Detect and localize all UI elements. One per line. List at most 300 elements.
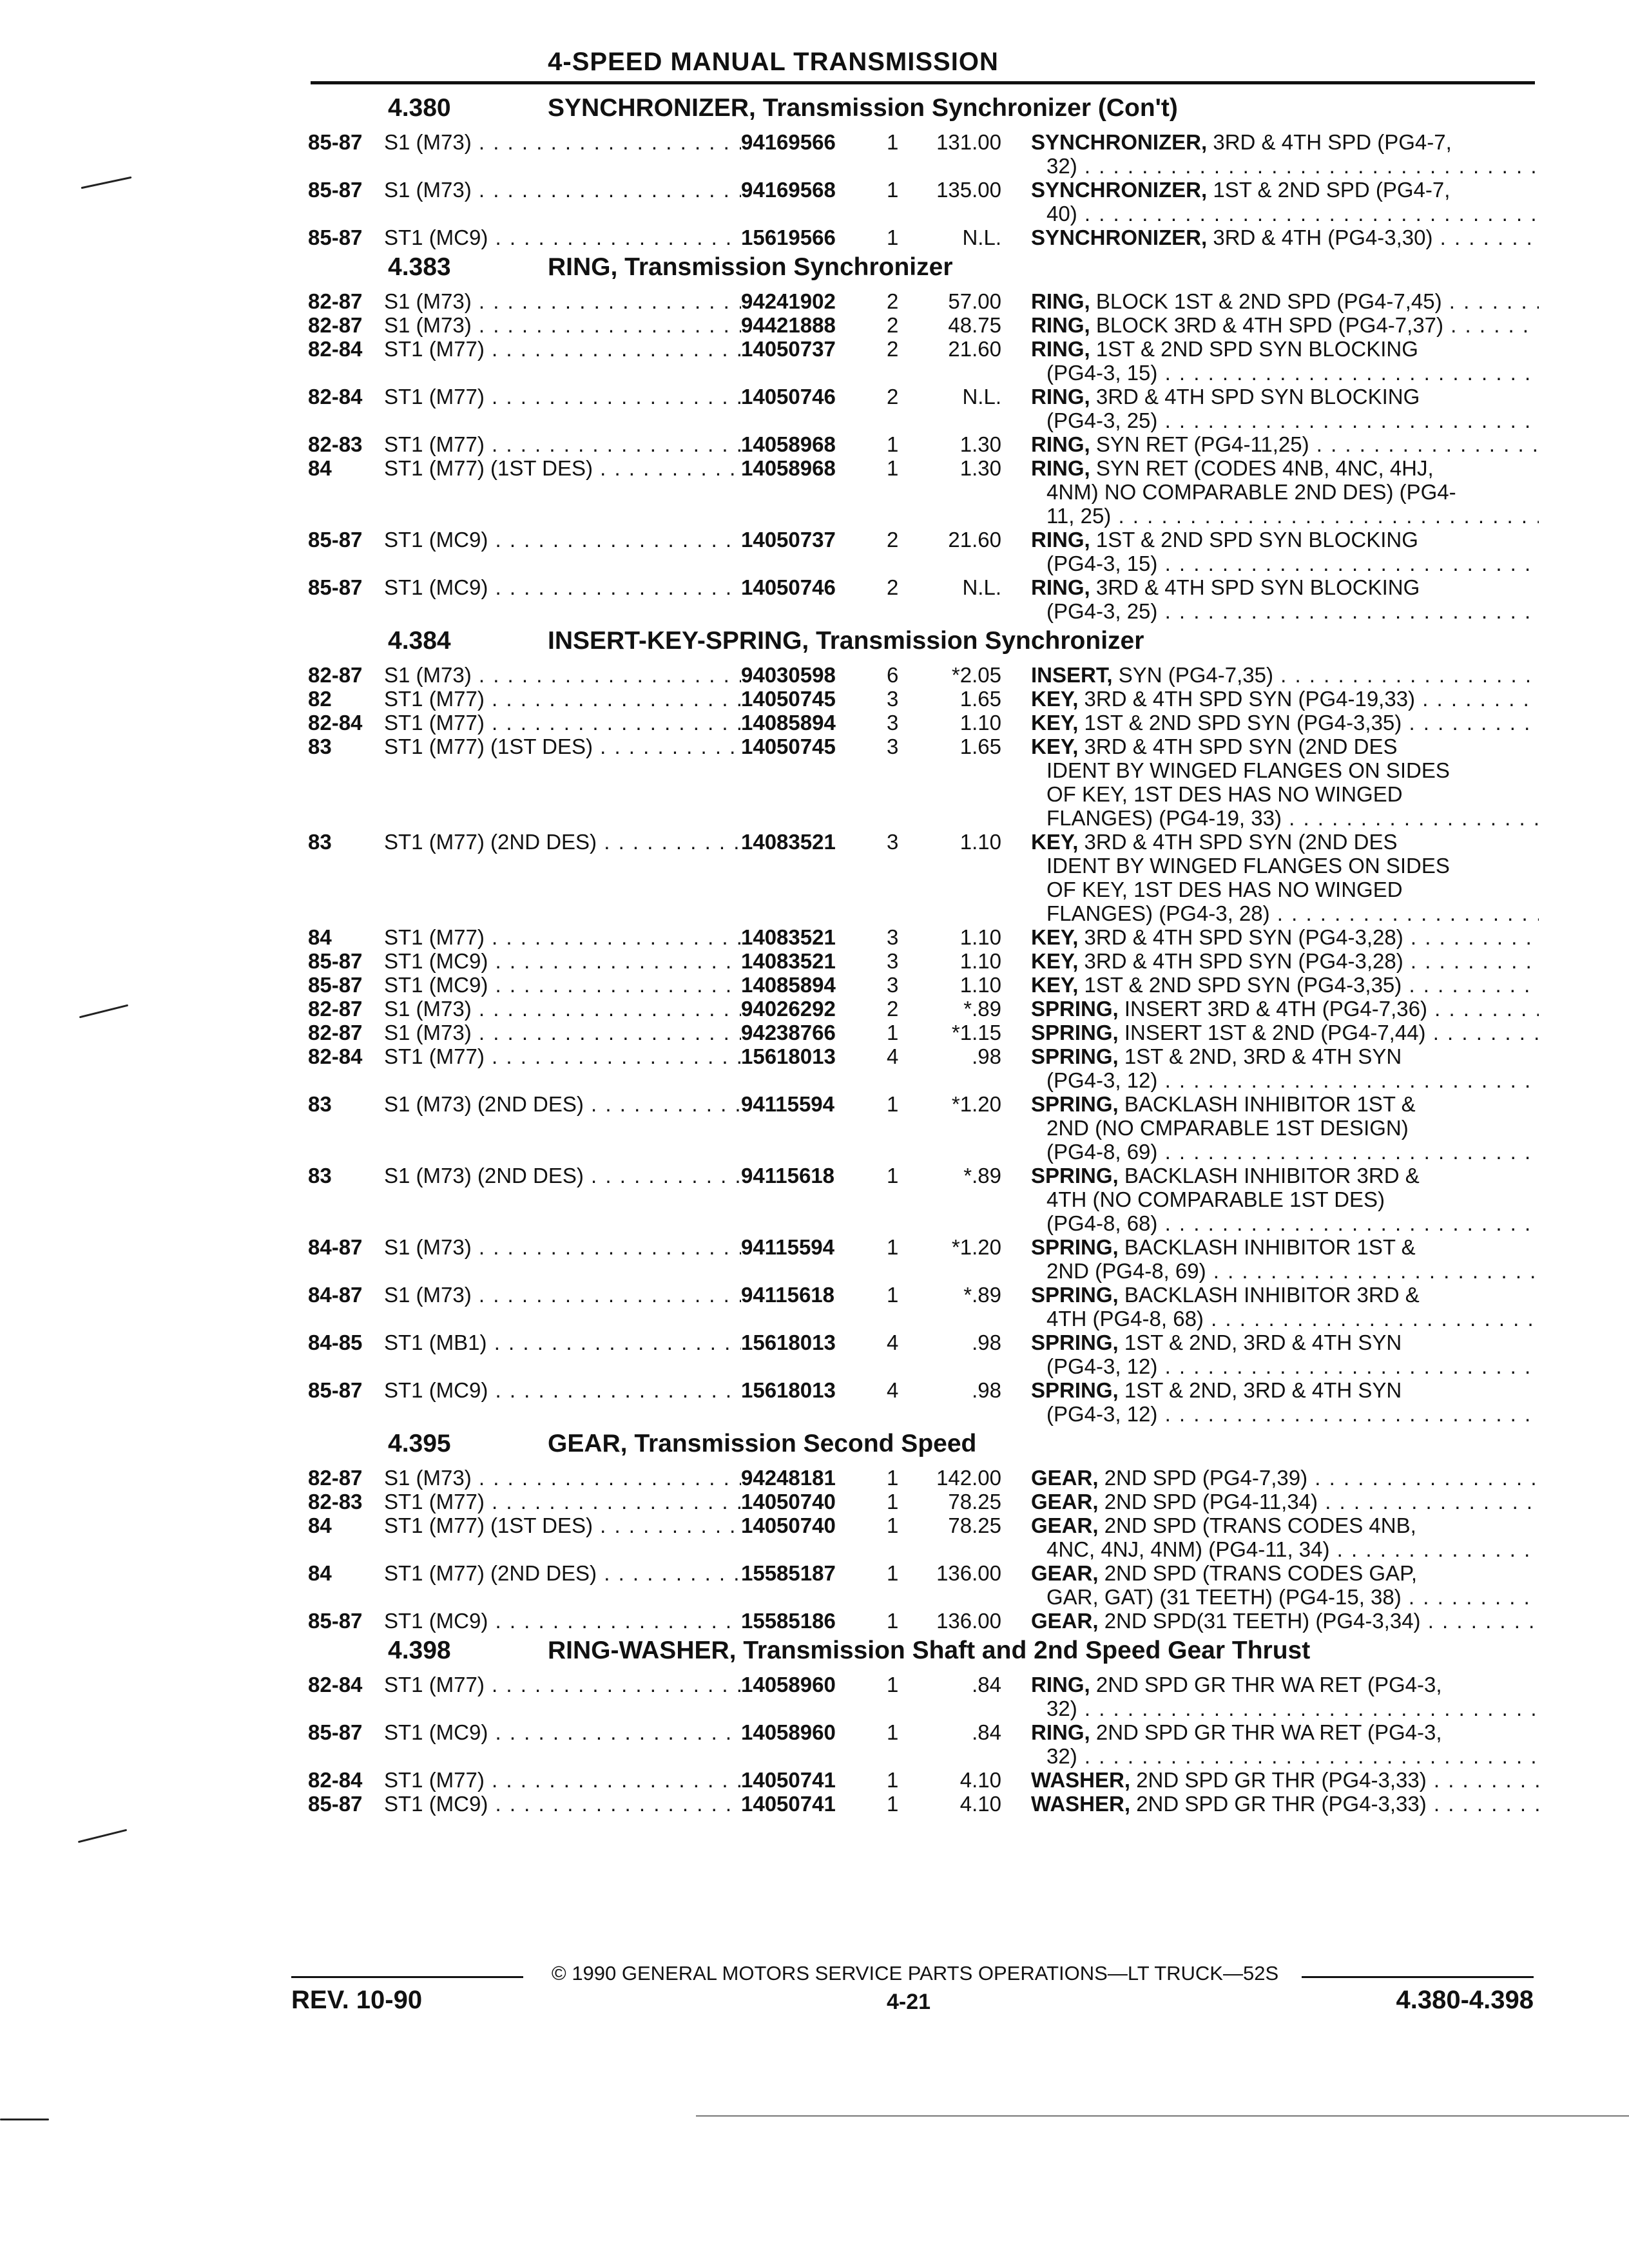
part-number: 15585187 [741,1561,836,1585]
page-title: 4-SPEED MANUAL TRANSMISSION [548,48,999,76]
part-number: 14050737 [741,337,836,361]
description [1031,687,1539,711]
binder-hole-mark [79,1004,128,1019]
part-number: 14085894 [741,973,836,997]
part-number: 14050745 [741,687,836,711]
description-line [1031,313,1539,337]
quantity: 1 [887,1514,899,1537]
quantity: 1 [887,456,899,480]
price: 131.00 [936,130,1001,154]
part-number: 94169568 [741,178,836,202]
part-number: 14050740 [741,1514,836,1537]
description-text: 3RD & 4TH SPD SYN BLOCKING [1095,385,1420,408]
description [1031,528,1539,575]
model-code [384,130,741,154]
quantity: 1 [887,1283,899,1307]
part-name: GEAR, [1031,1466,1099,1490]
description [1031,925,1539,949]
description-line [1031,408,1539,432]
description-line [1031,1744,1539,1768]
description-text: (PG4-3, 25) [1046,408,1158,432]
part-name: RING, [1031,456,1090,480]
model-code-text: ST1 (M77) [384,385,485,408]
description-text: 2ND SPD GR THR (PG4-3,33) [1136,1768,1427,1792]
model-code-text: ST1 (M77) (2ND DES) [384,830,597,854]
description-line [1031,854,1539,878]
part-row [308,1092,1539,1164]
model-code [384,830,741,854]
description-line [1031,1792,1539,1816]
section-title: RING-WASHER, Transmission Shaft and 2nd Speed Gear Thrust [548,1637,1311,1664]
quantity: 4 [887,1378,899,1402]
description-text: (PG4-3, 12) [1046,1068,1158,1092]
model-code [384,1792,741,1816]
description-line [1031,997,1539,1021]
part-name: SPRING, [1031,1021,1119,1044]
part-name: RING, [1031,1720,1090,1744]
part-number: 15618013 [741,1044,836,1068]
quantity: 1 [887,178,899,202]
quantity: 4 [887,1044,899,1068]
description [1031,830,1539,925]
description [1031,735,1539,830]
quantity: 1 [887,1792,899,1816]
price: 1.10 [959,973,1001,997]
part-name: RING, [1031,528,1090,552]
description-text: 1ST & 2ND SPD SYN BLOCKING [1095,528,1418,552]
scan-edge-line [696,2115,1629,2117]
part-row [308,830,1539,925]
section-number: 4.395 [388,1430,451,1457]
description [1031,289,1539,313]
model-code [384,973,741,997]
part-number: 14058960 [741,1720,836,1744]
description-line [1031,178,1539,202]
description-line [1031,226,1539,249]
part-row [308,1021,1539,1044]
model-code [384,1044,741,1068]
section-title: GEAR, Transmission Second Speed [548,1430,977,1457]
description [1031,130,1539,178]
description-text: SYN RET (PG4-11,25) [1095,432,1309,456]
model-code-text: S1 (M73) [384,1283,472,1307]
part-number: 94115594 [741,1092,835,1116]
section-number: 4.383 [388,253,451,281]
model-years: 85-87 [308,226,363,249]
model-code-text: ST1 (MB1) [384,1331,487,1354]
model-code-text: ST1 (MC9) [384,1792,488,1816]
part-number: 15618013 [741,1331,836,1354]
price: .98 [972,1378,1001,1402]
model-years: 85-87 [308,130,363,154]
description-line [1031,830,1539,854]
description-text: GAR, GAT) (31 TEETH) (PG4-15, 38) [1046,1585,1402,1609]
part-number: 14050746 [741,385,836,408]
footer-copyright: © 1990 GENERAL MOTORS SERVICE PARTS OPERATIONS—LT TRUCK—52S [551,1962,1279,1984]
description-text: BACKLASH INHIBITOR 3RD & [1124,1164,1420,1187]
description [1031,1561,1539,1609]
part-name: RING, [1031,385,1090,408]
quantity: 1 [887,1768,899,1792]
part-row [308,1768,1539,1792]
part-name: SPRING, [1031,997,1119,1021]
description-text: 3RD & 4TH SPD (PG4-7, [1213,130,1452,154]
description-line [1031,1673,1539,1696]
part-name: RING, [1031,432,1090,456]
model-code-text: S1 (M73) [384,130,472,154]
section-heading [308,249,1539,289]
description-text: 4NM) NO COMPARABLE 2ND DES) (PG4- [1046,480,1456,504]
model-code [384,1021,741,1044]
model-code-text: ST1 (MC9) [384,575,488,599]
description-text: (PG4-8, 68) [1046,1211,1158,1235]
description-text: 3RD & 4TH (PG4-3,30) [1213,226,1433,249]
part-number: 14083521 [741,830,836,854]
model-code [384,1092,741,1116]
part-row [308,385,1539,432]
model-code-text: S1 (M73) [384,313,472,337]
model-code-text: ST1 (M77) (1ST DES) [384,456,593,480]
model-code [384,1283,741,1307]
description-line [1031,456,1539,480]
description [1031,663,1539,687]
description [1031,1609,1539,1633]
description-line [1031,1585,1539,1609]
description-line [1031,1164,1539,1187]
model-years: 85-87 [308,973,363,997]
quantity: 2 [887,528,899,552]
model-code [384,1720,741,1744]
section-title: RING, Transmission Synchronizer [548,253,953,281]
model-code [384,735,741,758]
description [1031,337,1539,385]
description-text: 2ND SPD GR THR WA RET (PG4-3, [1095,1720,1442,1744]
model-code-text: ST1 (MC9) [384,1609,488,1633]
price: 78.25 [948,1514,1001,1537]
model-years: 84-85 [308,1331,363,1354]
description-text: 4TH (PG4-8, 68) [1046,1307,1204,1331]
description-text: BACKLASH INHIBITOR 3RD & [1124,1283,1420,1307]
price: 1.65 [959,687,1001,711]
price: 57.00 [948,289,1001,313]
description-text: 3RD & 4TH SPD SYN (2ND DES [1084,735,1398,758]
description-text: IDENT BY WINGED FLANGES ON SIDES [1046,854,1450,878]
model-code-text: ST1 (M77) [384,1490,485,1514]
description-text: 32) [1046,1744,1077,1768]
quantity: 1 [887,432,899,456]
description-text: SYN RET (CODES 4NB, 4NC, 4HJ, [1095,456,1434,480]
description-line [1031,687,1539,711]
section-title: INSERT-KEY-SPRING, Transmission Synchronizer [548,627,1144,655]
model-code-text: ST1 (M77) (1ST DES) [384,1514,593,1537]
quantity: 4 [887,1331,899,1354]
part-row [308,1283,1539,1331]
description-line [1031,949,1539,973]
part-row [308,1235,1539,1283]
part-row [308,1673,1539,1720]
quantity: 3 [887,735,899,758]
description [1031,178,1539,226]
model-code [384,1235,741,1259]
model-code-text: S1 (M73) [384,1235,472,1259]
description [1031,1283,1539,1331]
description [1031,1164,1539,1235]
part-name: SYNCHRONIZER, [1031,226,1208,249]
part-name: RING, [1031,337,1090,361]
description-text: 11, 25) [1046,504,1112,528]
description-line [1031,575,1539,599]
part-row [308,1609,1539,1633]
description-line [1031,528,1539,552]
price: .84 [972,1720,1001,1744]
description-line [1031,711,1539,735]
description-text: 3RD & 4TH SPD SYN (PG4-3,28) [1084,949,1403,973]
quantity: 2 [887,289,899,313]
model-code-text: ST1 (MC9) [384,1378,488,1402]
quantity: 1 [887,1092,899,1116]
description-line [1031,1140,1539,1164]
model-code-text: ST1 (MC9) [384,226,488,249]
model-code [384,1466,741,1490]
binder-hole-mark [78,1829,127,1843]
description-text: 2ND SPD (TRANS CODES GAP, [1104,1561,1418,1585]
section-heading [308,623,1539,663]
part-row [308,1331,1539,1378]
description-text: (PG4-3, 15) [1046,552,1158,575]
part-row [308,575,1539,623]
description-text: 1ST & 2ND SPD (PG4-7, [1213,178,1451,202]
description-line [1031,1259,1539,1283]
price: *.89 [963,1283,1001,1307]
model-code [384,1331,741,1354]
quantity: 2 [887,385,899,408]
price: 1.65 [959,735,1001,758]
model-years: 82-87 [308,663,363,687]
model-years: 85-87 [308,1792,363,1816]
price: 1.10 [959,830,1001,854]
footer-page-number: 4-21 [886,1990,931,2014]
quantity: 3 [887,687,899,711]
price: 78.25 [948,1490,1001,1514]
description [1031,1331,1539,1378]
model-years: 85-87 [308,1720,363,1744]
description-text: 4NC, 4NJ, 4NM) (PG4-11, 34) [1046,1537,1330,1561]
part-number: 94421888 [741,313,836,337]
price: *1.20 [951,1092,1001,1116]
footer-rule-left [291,1976,523,1978]
model-code [384,289,741,313]
description-text: IDENT BY WINGED FLANGES ON SIDES [1046,758,1450,782]
quantity: 1 [887,1021,899,1044]
part-row [308,1466,1539,1490]
quantity: 1 [887,1490,899,1514]
part-row [308,289,1539,313]
model-code [384,687,741,711]
model-years: 82-84 [308,1673,363,1696]
part-row [308,226,1539,249]
description-line [1031,1044,1539,1068]
part-number: 94030598 [741,663,836,687]
model-code [384,1673,741,1696]
description-line [1031,758,1539,782]
part-name: RING, [1031,289,1090,313]
part-name: SPRING, [1031,1378,1119,1402]
model-years: 82-87 [308,1021,363,1044]
model-code-text: ST1 (M77) (1ST DES) [384,735,593,758]
part-row [308,432,1539,456]
part-number: 94115618 [741,1164,835,1187]
price: *.89 [963,997,1001,1021]
model-years: 83 [308,830,332,854]
part-row [308,735,1539,830]
part-number: 94115618 [741,1283,835,1307]
price: 1.10 [959,711,1001,735]
price: 1.30 [959,432,1001,456]
part-row [308,1514,1539,1561]
model-code [384,1164,741,1187]
model-years: 83 [308,735,332,758]
quantity: 1 [887,1164,899,1187]
quantity: 3 [887,973,899,997]
price: 1.10 [959,925,1001,949]
model-code-text: S1 (M73) [384,1466,472,1490]
part-row [308,711,1539,735]
part-row [308,1044,1539,1092]
part-number: 14050745 [741,735,836,758]
model-code-text: S1 (M73) [384,663,472,687]
model-years: 84 [308,456,332,480]
quantity: 3 [887,949,899,973]
price: 48.75 [948,313,1001,337]
section-heading [308,1426,1539,1466]
model-code [384,226,741,249]
description-text: INSERT 1ST & 2ND (PG4-7,44) [1124,1021,1426,1044]
description [1031,1021,1539,1044]
model-code-text: ST1 (MC9) [384,528,488,552]
description-text: BACKLASH INHIBITOR 1ST & [1124,1092,1416,1116]
price: 21.60 [948,528,1001,552]
description [1031,1514,1539,1561]
description [1031,1466,1539,1490]
part-row [308,997,1539,1021]
quantity: 3 [887,830,899,854]
model-years: 83 [308,1092,332,1116]
description-line [1031,504,1539,528]
model-years: 82-84 [308,385,363,408]
section [308,1633,1539,1816]
model-years: 82-84 [308,1044,363,1068]
part-number: 14050737 [741,528,836,552]
description-line [1031,1331,1539,1354]
description-line [1031,1307,1539,1331]
description-text: 2ND SPD GR THR (PG4-3,33) [1136,1792,1427,1816]
description-line [1031,1092,1539,1116]
description-text: BLOCK 3RD & 4TH SPD (PG4-7,37) [1095,313,1444,337]
quantity: 2 [887,337,899,361]
part-name: SPRING, [1031,1283,1119,1307]
part-row [308,1561,1539,1609]
part-name: KEY, [1031,925,1079,949]
part-name: KEY, [1031,830,1079,854]
model-years: 85-87 [308,178,363,202]
part-name: INSERT, [1031,663,1113,687]
description [1031,1720,1539,1768]
description-line [1031,1609,1539,1633]
description-line [1031,1235,1539,1259]
model-code [384,1490,741,1514]
part-row [308,1378,1539,1426]
binder-hole-mark [0,2119,49,2120]
quantity: 1 [887,226,899,249]
description-text: 3RD & 4TH SPD SYN BLOCKING [1095,575,1420,599]
parts-listing [308,90,1539,1816]
part-row [308,313,1539,337]
model-code [384,528,741,552]
quantity: 1 [887,1609,899,1633]
section-number: 4.380 [388,94,451,122]
part-row [308,1164,1539,1235]
part-number: 94115594 [741,1235,835,1259]
model-code-text: ST1 (M77) [384,925,485,949]
description-text: OF KEY, 1ST DES HAS NO WINGED [1046,782,1403,806]
part-name: SPRING, [1031,1235,1119,1259]
price: *1.20 [951,1235,1001,1259]
section [308,249,1539,623]
part-row [308,456,1539,528]
description [1031,226,1539,249]
description [1031,1044,1539,1092]
description-text: (PG4-3, 12) [1046,1354,1158,1378]
quantity: 1 [887,1673,899,1696]
model-code [384,575,741,599]
part-number: 14058968 [741,432,836,456]
model-years: 82-83 [308,1490,363,1514]
model-code [384,313,741,337]
price: 21.60 [948,337,1001,361]
part-name: SPRING, [1031,1092,1119,1116]
description-text: 2ND (PG4-8, 69) [1046,1259,1206,1283]
part-number: 94241902 [741,289,836,313]
model-code-text: ST1 (M77) [384,1768,485,1792]
model-code-text: ST1 (M77) [384,337,485,361]
description-text: 4TH (NO COMPARABLE 1ST DES) [1046,1187,1385,1211]
description-line [1031,1696,1539,1720]
description-text: 40) [1046,202,1077,226]
part-row [308,528,1539,575]
section-number: 4.384 [388,627,451,655]
description-text: 1ST & 2ND SPD SYN (PG4-3,35) [1084,711,1402,735]
model-code-text: ST1 (M77) [384,687,485,711]
price: 1.30 [959,456,1001,480]
description-text: 2ND SPD(31 TEETH) (PG4-3,34) [1104,1609,1421,1633]
price: 4.10 [959,1792,1001,1816]
description-line [1031,130,1539,154]
model-code [384,925,741,949]
description-line [1031,878,1539,901]
section-number: 4.398 [388,1637,451,1664]
description-line [1031,1068,1539,1092]
price: 136.00 [936,1609,1001,1633]
part-number: 15585186 [741,1609,836,1633]
price: .84 [972,1673,1001,1696]
part-number: 15618013 [741,1378,836,1402]
description-line [1031,1720,1539,1744]
description-line [1031,552,1539,575]
description-text: OF KEY, 1ST DES HAS NO WINGED [1046,878,1403,901]
part-number: 14083521 [741,949,836,973]
part-name: RING, [1031,1673,1090,1696]
description [1031,456,1539,528]
